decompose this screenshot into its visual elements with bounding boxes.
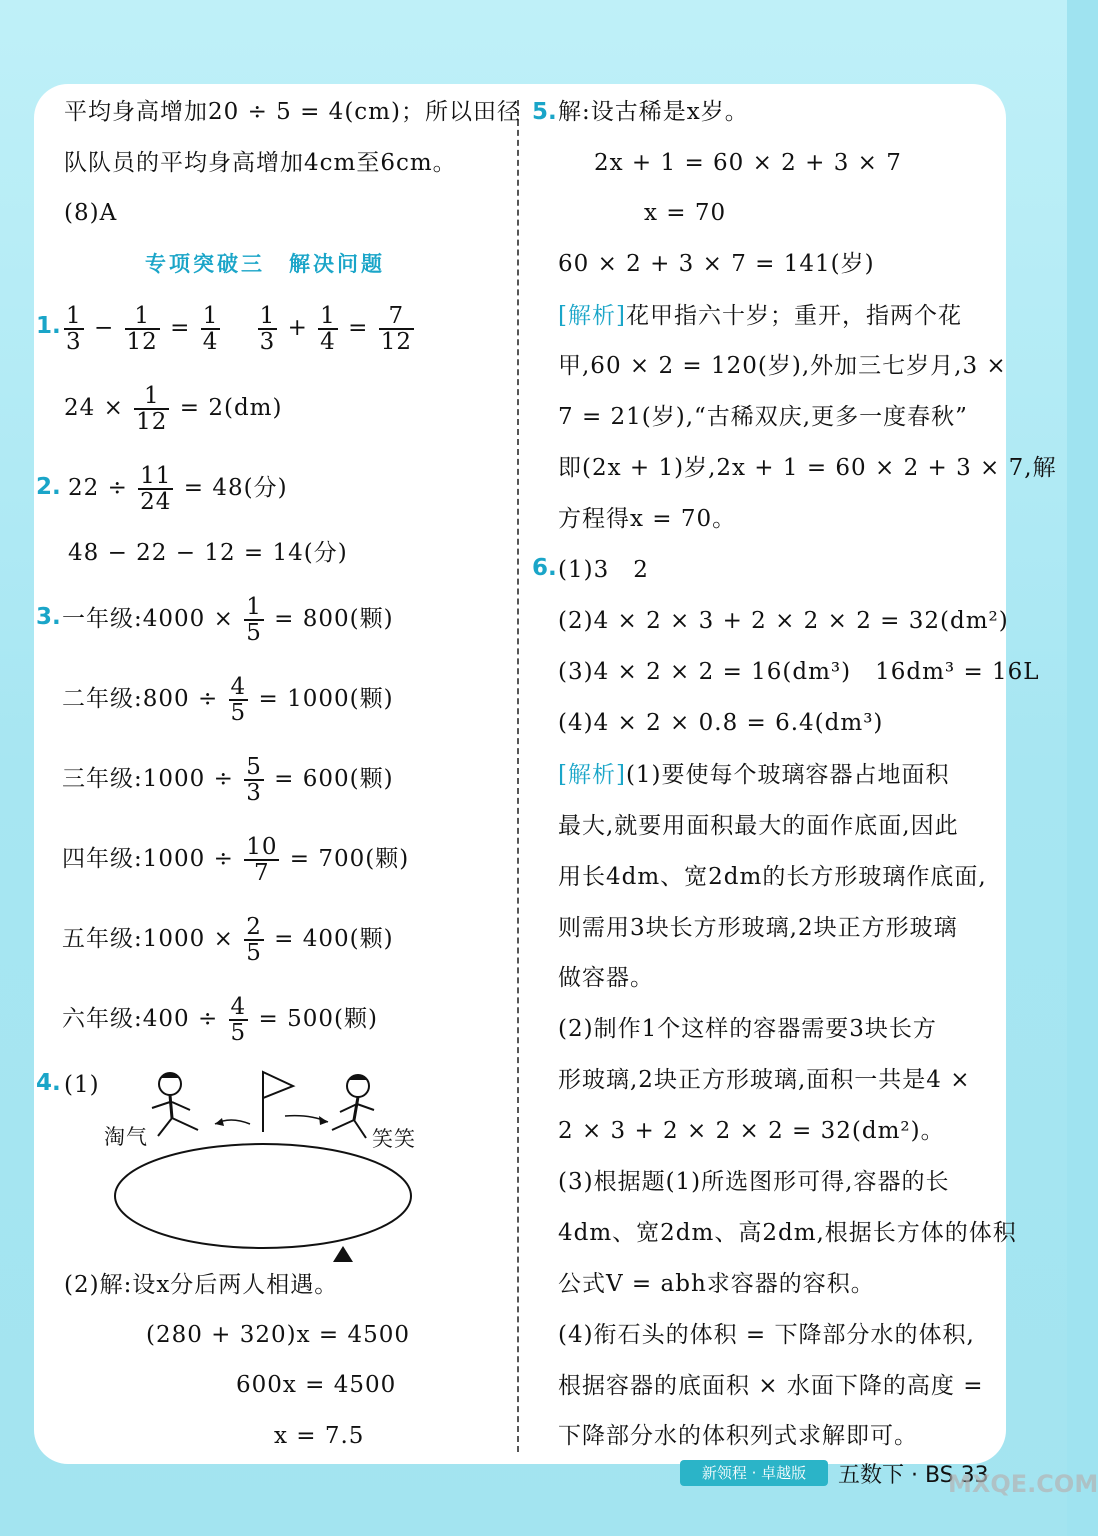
analysis-line: (3)根据题(1)所选图形可得,容器的长 [558, 1169, 950, 1195]
runner-right-icon [332, 1075, 374, 1139]
equation: (2)4 × 2 × 3 + 2 × 2 × 2 = 32(dm²) [558, 608, 1009, 634]
track-figure [100, 1064, 430, 1264]
question-number: 4. [36, 1070, 61, 1096]
start-marker-icon [333, 1246, 353, 1262]
equation: 二年级:800 ÷ $\frac{4}{5}$ = 1000(颗) [62, 674, 394, 726]
watermark: MXQE.COM [948, 1470, 1098, 1498]
analysis-line: 最大,就要用面积最大的面作底面,因此 [558, 813, 959, 839]
text-line: 队队员的平均身高增加4cm至6cm。 [64, 150, 457, 176]
equation: 一年级:4000 × $\frac{1}{5}$ = 800(颗) [62, 594, 394, 646]
analysis-line: [解析]花甲指六十岁；重开，指两个花 [558, 303, 962, 329]
arrowhead [215, 1118, 224, 1126]
equation: 22 ÷ $\frac{11}{24}$ = 48(分) [68, 463, 288, 515]
arrowhead [319, 1116, 328, 1125]
fraction: $\frac{1}{4}$ [202, 303, 219, 355]
fraction: $\frac{2}{5}$ [246, 914, 262, 966]
equation: (3)4 × 2 × 2 = 16(dm³) 16dm³ = 16L [558, 659, 1040, 685]
fraction: $\frac{1}{3}$ [66, 303, 82, 355]
analysis-line: (4)衔石头的体积 = 下降部分水的体积, [558, 1322, 975, 1348]
analysis-line: (2)制作1个这样的容器需要3块长方 [558, 1016, 937, 1042]
analysis-line: 甲,60 × 2 = 120(岁),外加三七岁月,3 × [558, 353, 1007, 379]
analysis-tag: [解析] [558, 303, 626, 329]
analysis-line: 根据容器的底面积 × 水面下降的高度 = [558, 1373, 984, 1399]
analysis-line: 7 = 21(岁),“古稀双庆,更多一度春秋” [558, 404, 968, 430]
question-number: 1. [36, 313, 61, 339]
equation: x = 70 [644, 200, 727, 226]
analysis-line: 4dm、宽2dm、高2dm,根据长方体的体积 [558, 1220, 1017, 1246]
equation: (280 + 320)x = 4500 [146, 1322, 411, 1348]
equation: 三年级:1000 ÷ $\frac{5}{3}$ = 600(颗) [62, 754, 394, 806]
question-number: 2. [36, 474, 61, 500]
text-line: 平均身高增加20 ÷ 5 = 4(cm)；所以田径 [64, 99, 521, 125]
equation: (4)4 × 2 × 0.8 = 6.4(dm³) [558, 710, 884, 736]
analysis-line: 方程得x = 70。 [558, 506, 737, 532]
text-line: (2)解:设x分后两人相遇。 [64, 1272, 339, 1298]
fraction: $\frac{11}{24}$ [140, 463, 172, 515]
figure-label-left: 淘气 [104, 1125, 148, 1149]
analysis-line: 公式V = abh求容器的容积。 [558, 1271, 875, 1297]
equation: 60 × 2 + 3 × 7 = 141(岁) [558, 251, 875, 277]
analysis-line: [解析](1)要使每个玻璃容器占地面积 [558, 762, 950, 788]
text-line: (8)A [64, 200, 118, 226]
fraction: $\frac{7}{12}$ [380, 303, 412, 355]
brand-badge: 新领程 · 卓越版 [680, 1460, 828, 1486]
equation: 24 × $\frac{1}{12}$ = 2(dm) [64, 383, 283, 435]
equation: 48 − 22 − 12 = 14(分) [68, 540, 348, 566]
figure-label-right: 笑笑 [372, 1127, 416, 1151]
analysis-line: 即(2x + 1)岁,2x + 1 = 60 × 2 + 3 × 7,解 [558, 455, 1057, 481]
analysis-line: 2 × 3 + 2 × 2 × 2 = 32(dm²)。 [558, 1118, 945, 1144]
equation: 五年级:1000 × $\frac{2}{5}$ = 400(颗) [62, 914, 394, 966]
section-title: 专项突破三 解决问题 [145, 252, 385, 276]
equation: 六年级:400 ÷ $\frac{4}{5}$ = 500(颗) [62, 994, 378, 1046]
text-line: 解:设古稀是x岁。 [558, 99, 749, 125]
analysis-line: 形玻璃,2块正方形玻璃,面积一共是4 × [558, 1067, 971, 1093]
analysis-tag: [解析] [558, 762, 626, 788]
fraction: $\frac{1}{12}$ [136, 383, 168, 435]
fraction: $\frac{4}{5}$ [230, 674, 247, 726]
fraction: $\frac{4}{5}$ [230, 994, 247, 1046]
equation: x = 7.5 [274, 1423, 365, 1449]
question-number: 5. [532, 99, 557, 125]
fraction: $\frac{1}{12}$ [126, 303, 158, 355]
analysis-line: 则需用3块长方形玻璃,2块正方形玻璃 [558, 915, 958, 941]
analysis-line: 做容器。 [558, 965, 654, 991]
page-label: 五数下 · BS 33 [838, 1463, 989, 1488]
analysis-line: 用长4dm、宽2dm的长方形玻璃作底面, [558, 864, 987, 890]
equation: 2x + 1 = 60 × 2 + 3 × 7 [594, 150, 902, 176]
question-number: 3. [36, 604, 61, 630]
question-number: 6. [532, 555, 557, 581]
running-track [115, 1144, 411, 1248]
text-line: (1) [64, 1072, 100, 1098]
equation: 600x = 4500 [236, 1372, 397, 1398]
fraction: $\frac{1}{4}$ [320, 303, 336, 355]
fraction: $\frac{10}{7}$ [246, 834, 278, 886]
equation: 四年级:1000 ÷ $\frac{10}{7}$ = 700(颗) [62, 834, 410, 886]
column-divider [517, 100, 519, 1452]
equation: $\frac{1}{3}$ − $\frac{1}{12}$ = $\frac{1}{4}$ $\frac{1}{3}$ + $\frac{1}{4}$ = $\frac{7}{12}$ [66, 303, 412, 355]
analysis-line: 下降部分水的体积列式求解即可。 [558, 1423, 918, 1449]
fraction: $\frac{1}{3}$ [259, 303, 276, 355]
flag-icon [263, 1072, 293, 1098]
fraction: $\frac{5}{3}$ [246, 754, 262, 806]
text-line: (1)3 2 [558, 557, 649, 583]
runner-left-icon [152, 1073, 198, 1136]
fraction: $\frac{1}{5}$ [246, 594, 262, 646]
